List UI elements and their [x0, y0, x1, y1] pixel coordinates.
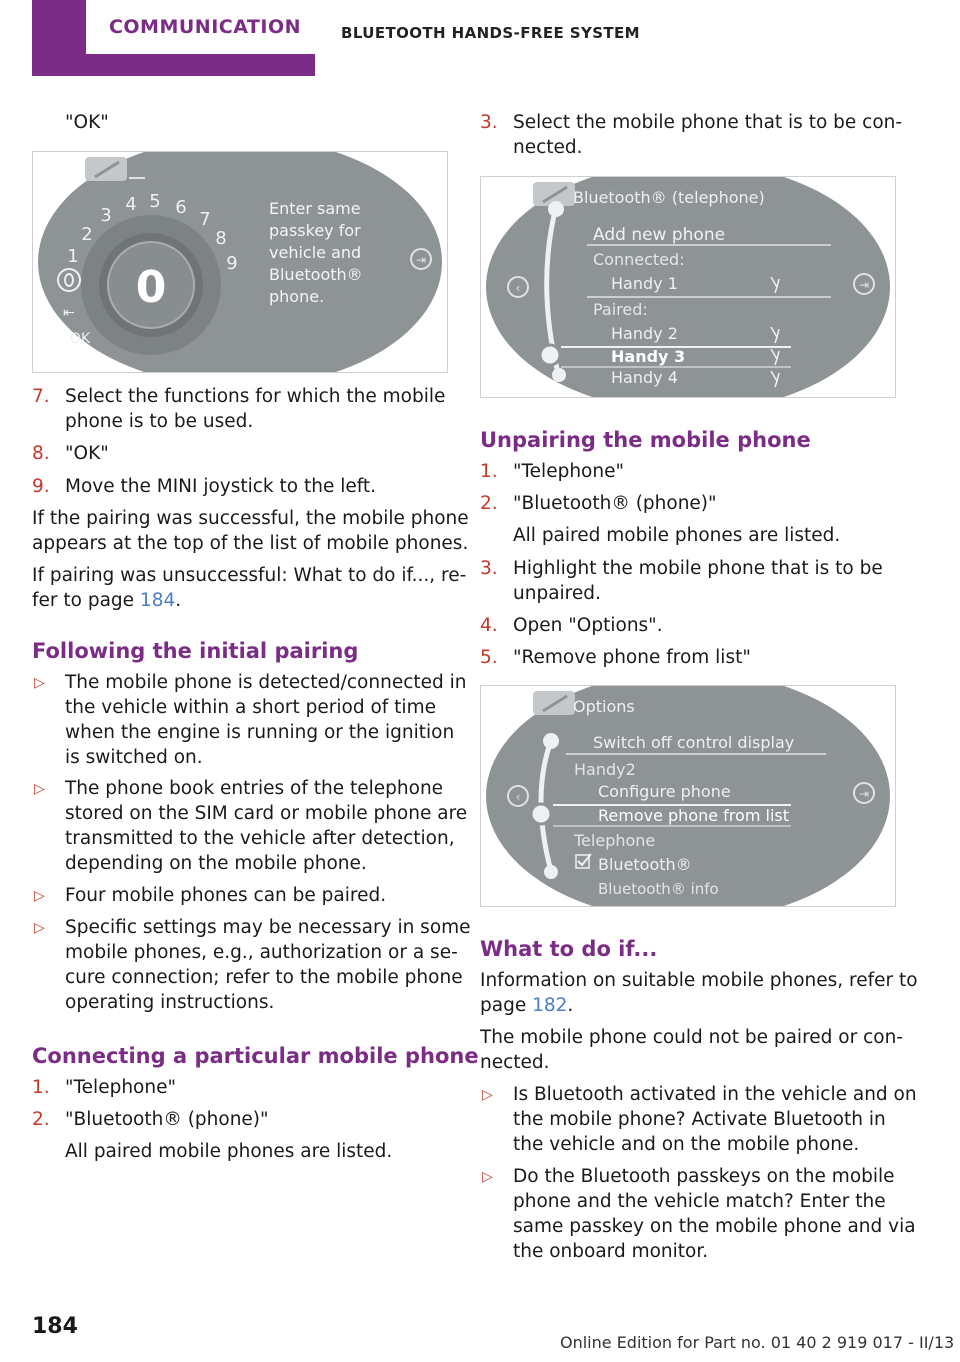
screen-title: Options [573, 697, 635, 716]
step-text: "OK" [65, 443, 109, 464]
bullet-text: cure connection; refer to the mobile phone [65, 967, 463, 988]
step-text: phone is to be used. [65, 411, 254, 432]
svg-text:‹: ‹ [515, 790, 521, 804]
bluetooth-phone-screenshot [480, 176, 896, 398]
menu-item-selected: Handy 3 [611, 347, 686, 366]
bullet-icon: ▷ [482, 1087, 493, 1103]
menu-item: Bluetooth® info [598, 880, 719, 898]
keypad-digit: 2 [81, 224, 93, 245]
screen-title: Bluetooth® (telephone) [573, 188, 765, 207]
bullet-text: when the engine is running or the ignition [65, 722, 455, 743]
bullet-text: The phone book entries of the telephone [65, 778, 444, 799]
keypad-ok: OK [70, 331, 91, 347]
paragraph: Information on suitable mobile phones, refer to [480, 970, 918, 991]
bullet-text: stored on the SIM card or mobile phone are [65, 803, 468, 824]
bullet-icon: ▷ [34, 675, 45, 691]
keypad-center-digit: 0 [135, 262, 167, 313]
bullet-icon: ▷ [34, 920, 45, 936]
menu-item: Handy 1 [611, 274, 678, 293]
bullet-icon: ▷ [34, 888, 45, 904]
bullet-icon: ▷ [482, 1169, 493, 1185]
step-text: "Remove phone from list" [513, 647, 751, 668]
menu-item: Bluetooth® [598, 855, 692, 874]
menu-item: Configure phone [598, 782, 731, 801]
step-text: "Bluetooth® (phone)" [513, 493, 717, 514]
bullet-text: the vehicle and on the mobile phone. [513, 1134, 860, 1155]
step-number: 1. [32, 1077, 50, 1098]
bullet-text: The mobile phone is detected/connected in [65, 672, 467, 693]
step-number: 7. [32, 386, 50, 407]
svg-text:‹: ‹ [515, 281, 521, 295]
step-number: 3. [480, 558, 498, 579]
step-text: "Telephone" [513, 461, 624, 482]
step-text: "Telephone" [65, 1077, 176, 1098]
passkey-screenshot [32, 151, 448, 373]
svg-text:⇤: ⇤ [63, 305, 75, 321]
menu-item: Handy 4 [611, 368, 678, 387]
menu-item: Add new phone [593, 225, 726, 245]
step-text: Open "Options". [513, 615, 663, 636]
bullet-text: is switched on. [65, 747, 203, 768]
page-link[interactable]: 184 [139, 590, 176, 611]
page-number: 184 [32, 1314, 78, 1339]
paragraph: nected. [480, 1052, 550, 1073]
step-number: 2. [32, 1109, 50, 1130]
step-text: nected. [513, 137, 583, 158]
bullet-text: phone and the vehicle match? Enter the [513, 1191, 886, 1212]
heading-unpairing: Unpairing the mobile phone [480, 428, 811, 452]
paragraph: If pairing was unsuccessful: What to do if..., re‐ [32, 565, 467, 586]
bullet-icon: ▷ [34, 781, 45, 797]
keypad-digit: 9 [226, 253, 238, 274]
menu-group: Telephone [574, 831, 656, 850]
step-text: Select the mobile phone that is to be con‐ [513, 112, 903, 133]
bullet-text: mobile phones, e.g., authorization or a se‐ [65, 942, 458, 963]
bullet-text: Four mobile phones can be paired. [65, 885, 387, 906]
bullet-text: the vehicle within a short period of time [65, 697, 436, 718]
menu-group: Connected: [593, 250, 685, 269]
keypad-hint-line: Bluetooth® [269, 265, 363, 284]
chapter-tab-label: COMMUNICATION [86, 0, 324, 54]
paragraph: fer to page 184. [32, 590, 182, 611]
svg-text:⇥: ⇥ [858, 787, 870, 801]
keypad-hint-line: phone. [269, 287, 325, 306]
keypad-digit: 4 [125, 194, 137, 215]
step-text: All paired mobile phones are listed. [65, 1141, 393, 1162]
keypad-digit: 8 [215, 228, 227, 249]
step-text: unpaired. [513, 583, 601, 604]
chapter-tab [32, 0, 315, 76]
menu-item: Handy 2 [611, 324, 678, 343]
keypad-digit: 3 [100, 205, 112, 226]
step-number: 4. [480, 615, 498, 636]
step-text: Highlight the mobile phone that is to be [513, 558, 883, 579]
step-number: 3. [480, 112, 498, 133]
bullet-text: Is Bluetooth activated in the vehicle and on [513, 1084, 917, 1105]
step-number: 2. [480, 493, 498, 514]
step-number: 5. [480, 647, 498, 668]
bullet-text: transmitted to the vehicle after detection, [65, 828, 455, 849]
paragraph: page 182. [480, 995, 574, 1016]
step-text: All paired mobile phones are listed. [513, 525, 841, 546]
ok-line: "OK" [65, 112, 109, 133]
step-number: 1. [480, 461, 498, 482]
bullet-text: depending on the mobile phone. [65, 853, 367, 874]
keypad-digit: 5 [149, 191, 161, 212]
edition-footer: Online Edition for Part no. 01 40 2 919 017 - II/13 [560, 1333, 955, 1352]
paragraph: The mobile phone could not be paired or con‐ [480, 1027, 903, 1048]
paragraph: appears at the top of the list of mobile phones. [32, 533, 469, 554]
step-text: Move the MINI joystick to the left. [65, 476, 377, 497]
bullet-text: Specific settings may be necessary in some [65, 917, 471, 938]
bullet-text: Do the Bluetooth passkeys on the mobile [513, 1166, 895, 1187]
paragraph: If the pairing was successful, the mobile phone [32, 508, 469, 529]
svg-text:⇥: ⇥ [858, 278, 870, 292]
bullet-text: the onboard monitor. [513, 1241, 709, 1262]
keypad-hint-line: passkey for [269, 221, 361, 240]
keypad-digit: 1 [67, 246, 79, 267]
bullet-text: the mobile phone? Activate Bluetooth in [513, 1109, 886, 1130]
heading-what-to-do: What to do if... [480, 937, 658, 961]
section-title: BLUETOOTH HANDS-FREE SYSTEM [341, 24, 641, 42]
keypad-hint-line: Enter same [269, 199, 361, 218]
menu-item: Switch off control display [593, 733, 795, 752]
menu-group: Paired: [593, 300, 648, 319]
page-link[interactable]: 182 [532, 995, 568, 1016]
bullet-text: same passkey on the mobile phone and via [513, 1216, 916, 1237]
keypad-digit: 6 [175, 197, 187, 218]
keypad-digit: 7 [199, 209, 211, 230]
heading-following-pairing: Following the initial pairing [32, 639, 359, 663]
step-text: "Bluetooth® (phone)" [65, 1109, 269, 1130]
options-screenshot [480, 685, 896, 907]
keypad-hint-line: vehicle and [269, 243, 362, 262]
heading-connecting: Connecting a particular mobile phone [32, 1044, 479, 1068]
svg-text:⇥: ⇥ [415, 253, 427, 267]
step-number: 8. [32, 443, 50, 464]
menu-group: Handy2 [574, 760, 636, 779]
menu-item-selected: Remove phone from list [598, 806, 789, 825]
bullet-text: operating instructions. [65, 992, 275, 1013]
step-text: Select the functions for which the mobile [65, 386, 446, 407]
step-number: 9. [32, 476, 50, 497]
